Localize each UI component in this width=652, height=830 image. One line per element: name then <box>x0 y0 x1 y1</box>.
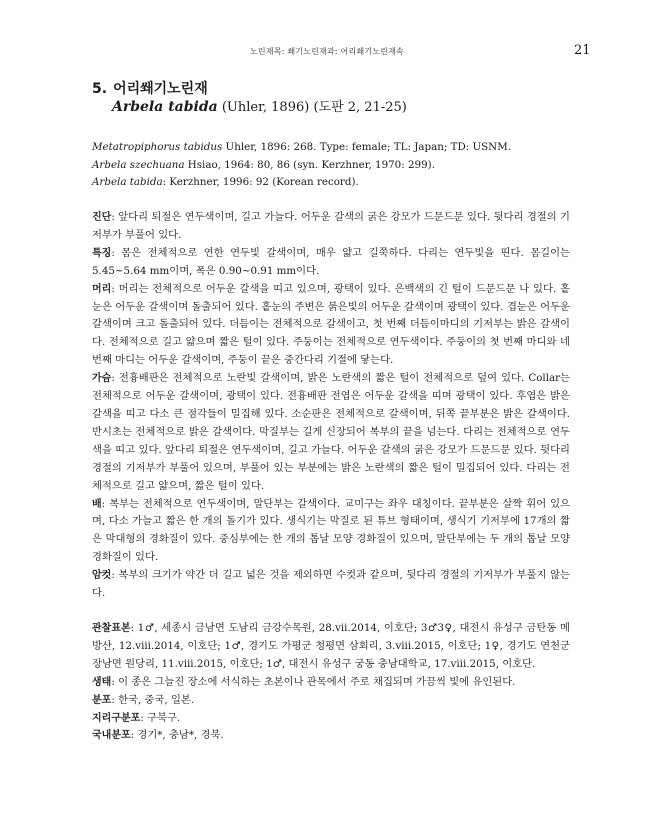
abdomen-label: 배 <box>92 498 102 510</box>
region-label: 지리구분포 <box>92 712 141 724</box>
domestic-paragraph <box>92 727 570 745</box>
specimens-label: 관찰표본 <box>92 623 131 634</box>
head-text: : 머리는 전체적으로 어두운 갈색을 띠고 있으며, 광택이 있다. 은백색의 긴 털이 드문드문 나 있다. 홑눈은 어두운 갈색이며 돌출되어 있다. 홑눈의 주변은 붉은빛의 어두운 갈색이며 광택이 있다. 겹눈은 어두운 갈색이며 크고 돌출되어 있다. 더듬이는 전체적으로 갈색이고, 첫 번째 더듬이마디의 기저부는 밝은 갈색이다. 전체적으로 길고 얇으며 짧은 털이 있다. 주둥이는 전체적으로 연두색이다. 주둥이의 첫 번째 마디와 네 번째 마디는 어두운 갈색이며, 주둥이 끝은 중간다리 기절에 닿는다. <box>92 282 570 367</box>
synonymy-list <box>92 139 572 192</box>
synonym-reference: Uhler, 1896: 268. Type: female; TL: Japan; TD: USNM. <box>222 141 512 153</box>
distribution-text: : 한국, 중국, 일본. <box>111 693 195 706</box>
abdomen-paragraph <box>92 496 570 568</box>
ecology-text: : 이 종은 그늘진 장소에 서식하는 초본이나 관목에서 주로 채집되며 가끔씩 빛에 유인된다. <box>111 675 516 688</box>
head-label: 머리 <box>92 283 112 295</box>
distribution-label: 분포 <box>92 694 112 706</box>
ecology-label: 생태 <box>92 676 112 688</box>
features-label: 특징 <box>92 247 112 259</box>
region-text: : 구북구. <box>140 711 181 724</box>
diagnosis-text: : 앞다리 퇴절은 연두색이며, 길고 가늘다. 어두운 갈색의 굵은 강모가 드문드문 있다. 뒷다리 경절의 기저부가 부풀어 있다. <box>92 211 570 241</box>
description-section <box>92 209 570 603</box>
domestic-label: 국내분포 <box>92 730 131 742</box>
ecology-paragraph <box>92 674 570 692</box>
synonym-reference: : Kerzhner, 1996: 92 (Korean record). <box>162 176 359 188</box>
running-head <box>0 43 652 60</box>
specimens-paragraph <box>92 620 570 674</box>
abdomen-text: : 복부는 전체적으로 연두색이며, 말단부는 갈색이다. 교미구는 좌우 대칭이다. 끝부분은 살짝 휘어 있으며, 다소 가늘고 짧은 한 개의 돌기가 있다. 생식기는 막질로 된 튜브 형태이며, 생식기 기저부에 17개의 짧은 막대형의 경화질이 있다. 중심부에는 한 개의 톱날 모양 경화질이 있으며, 말단부에는 두 개의 톱날 모양 경화질이 있다. <box>92 497 570 564</box>
species-heading <box>92 80 572 98</box>
species-authority: (Uhler, 1896) (도판 2, 21-25) <box>221 100 407 115</box>
synonym-name: Metatropiphorus tabidus <box>92 141 223 153</box>
distribution-paragraph <box>92 692 570 710</box>
korean-name: 어리쐐기노린재 <box>113 81 208 97</box>
species-number: 5. <box>92 81 108 97</box>
synonym-entry <box>92 157 572 175</box>
synonym-reference: Hsiao, 1964: 80, 86 (syn. Kerzhner, 1970: 299). <box>184 158 435 171</box>
thorax-label: 가슴 <box>92 373 112 385</box>
domestic-text: : 경기*, 충남*, 경북. <box>130 729 224 742</box>
records-section <box>92 620 570 745</box>
synonym-name: Arbela szechuana <box>92 158 185 171</box>
female-label: 암컷 <box>92 570 112 582</box>
thorax-paragraph <box>92 370 570 495</box>
features-text: : 몸은 전체적으로 연한 연두빛 갈색이며, 매우 얇고 길쭉하다. 다리는 연두빛을 띤다. 몸길이는 5.45~5.64 mm이며, 폭은 0.90~0.91 mm이다. <box>92 246 570 277</box>
scientific-name: Arbela tabida <box>112 99 218 115</box>
species-title <box>92 80 572 117</box>
synonym-name: Arbela tabida <box>92 176 163 188</box>
thorax-text: : 전흉배판은 전체적으로 노란빛 갈색이며, 밝은 노란색의 짧은 털이 전체적으로 덮여 있다. Collar는 전체적으로 어두운 갈색이며, 광택이 있다. 전흉배판 전엽은 어두운 갈색을 띠며 광택이 있다. 후엽은 밝은 갈색을 띠고 다소 큰 점각들이 밀집해 있다. 소순판은 전체적으로 갈색이며, 뒤쪽 끝부분은 밝은 갈색이다. 반시초는 전체적으로 밝은 갈색이다. 막질부는 길게 신장되어 복부의 끝을 넘는다. 다리는 전체적으로 연두색을 띠고 있다. 앞다리 퇴절은 연두색이며, 길고 가늘다. 어두운 갈색의 굵은 강모가 드문드문 있다. 뒷다리 경절의 기저부가 부풀어 있으며, 부풀어 있는 부분에는 밝은 노란색의 짧은 털이 밀집되어 있다. 다리는 전체적으로 길고 얇으며, 짧은 털이 있다. <box>92 372 570 492</box>
synonym-entry <box>92 174 572 192</box>
head-paragraph <box>92 281 570 371</box>
page-number: 21 <box>574 43 591 58</box>
female-text: : 복부의 크기가 약간 더 길고 넓은 것을 제외하면 수컷과 같으며, 뒷다리 경절의 기저부가 부풀지 않는다. <box>92 569 570 600</box>
specimens-text: : 1♂, 세종시 금남면 도남리 금강수목원, 28.vii.2014, 이호단; 3♂3♀, 대전시 유성구 금탄동 메방산, 12.viii.2014, 이호단; 1♂, 경기도 가평군 청평면 삼회리, 3.viii.2015, 이호단; 1♀, 경기도 연천군 장남면 원당리, 11.viii.2015, 이호단; 1♂, 대전시 유성구 궁동 충남대학교, 17.viii.2015, 이호단. <box>92 622 570 670</box>
scientific-name-line <box>112 98 572 117</box>
synonym-entry <box>92 139 572 157</box>
features-paragraph <box>92 245 570 281</box>
diagnosis-paragraph <box>92 209 570 245</box>
region-paragraph <box>92 710 570 728</box>
running-title: 노린재목: 쐐기노린재과: 어리쐐기노린재속 <box>250 47 404 56</box>
diagnosis-label: 진단 <box>92 212 112 223</box>
female-paragraph <box>92 567 570 603</box>
